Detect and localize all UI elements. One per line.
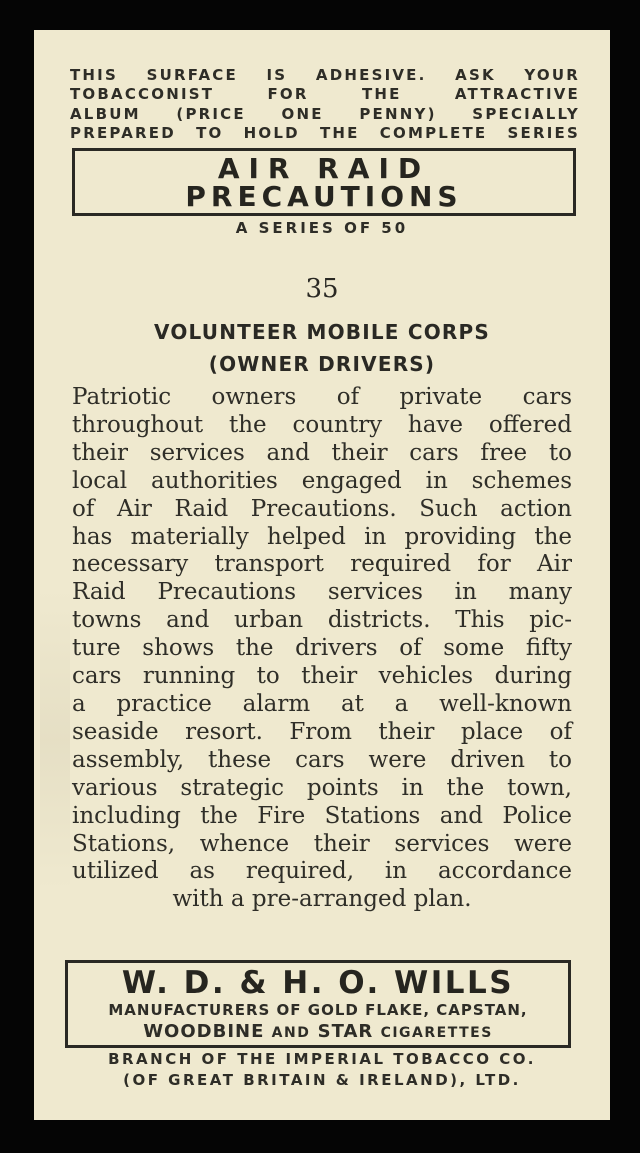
description-line: seaside resort. From their place of (72, 718, 572, 745)
description-line: ture shows the drivers of some fifty (72, 635, 572, 662)
brand-star: STAR (317, 1021, 374, 1042)
manufacturer-box (65, 960, 571, 1048)
cigarette-card-back (34, 30, 610, 1120)
series-label: A SERIES OF 50 (235, 219, 409, 237)
description-line: throughout the country have offered (72, 411, 572, 438)
notice-line: THIS SURFACE IS ADHESIVE. ASK YOUR (70, 66, 580, 84)
series-title-box (72, 148, 576, 216)
manufacturer-brands-line2 (68, 1021, 568, 1044)
paper-stain (40, 590, 70, 890)
card-description (72, 384, 572, 914)
description-line: cars running to their vehicles during (72, 663, 572, 690)
description-line: towns and urban districts. This pic- (72, 607, 572, 634)
description-line: Stations, whence their services were (72, 830, 572, 857)
series-title-line1: AIR RAID (217, 152, 431, 185)
description-line: has materially helped in providing the (72, 523, 572, 550)
card-number: 35 (305, 274, 339, 304)
description-line: of Air Raid Precautions. Such action (72, 495, 572, 522)
description-line: with a pre-arranged plan. (172, 886, 472, 913)
description-line: Patriotic owners of private cars (72, 384, 572, 410)
brand-and: AND (271, 1025, 311, 1041)
description-line: their services and their cars free to (72, 439, 572, 466)
description-line: Raid Precautions services in many (72, 579, 572, 606)
description-line: utilized as required, in accordance (72, 858, 572, 885)
series-title-line2: PRECAUTIONS (185, 180, 463, 213)
branch-line2: (OF GREAT BRITAIN & IRELAND), LTD. (123, 1071, 521, 1089)
notice-line: TOBACCONIST FOR THE ATTRACTIVE (70, 85, 580, 104)
description-line: a practice alarm at a well-known (72, 690, 572, 717)
description-line: necessary transport required for Air (72, 551, 572, 578)
notice-line: ALBUM (PRICE ONE PENNY) SPECIALLY (70, 104, 580, 123)
card-heading-line2: (OWNER DRIVERS) (208, 352, 436, 376)
brand-cigarettes: CIGARETTES (380, 1025, 493, 1041)
manufacturer-brands-line1: MANUFACTURERS OF GOLD FLAKE, CAPSTAN, (108, 1001, 528, 1019)
branch-line1: BRANCH OF THE IMPERIAL TOBACCO CO. (108, 1050, 536, 1068)
notice-line: PREPARED TO HOLD THE COMPLETE SERIES (70, 123, 580, 142)
card-heading-line1: VOLUNTEER MOBILE CORPS (154, 320, 490, 344)
description-line: various strategic points in the town, (72, 774, 572, 801)
branch-notice (34, 1049, 610, 1091)
manufacturer-name: W. D. & H. O. WILLS (121, 965, 515, 1001)
adhesive-notice (70, 66, 580, 143)
description-line: assembly, these cars were driven to (72, 746, 572, 773)
description-line: local authorities engaged in schemes (72, 467, 572, 494)
brand-woodbine: WOODBINE (143, 1021, 265, 1042)
description-line: including the Fire Stations and Police (72, 802, 572, 829)
